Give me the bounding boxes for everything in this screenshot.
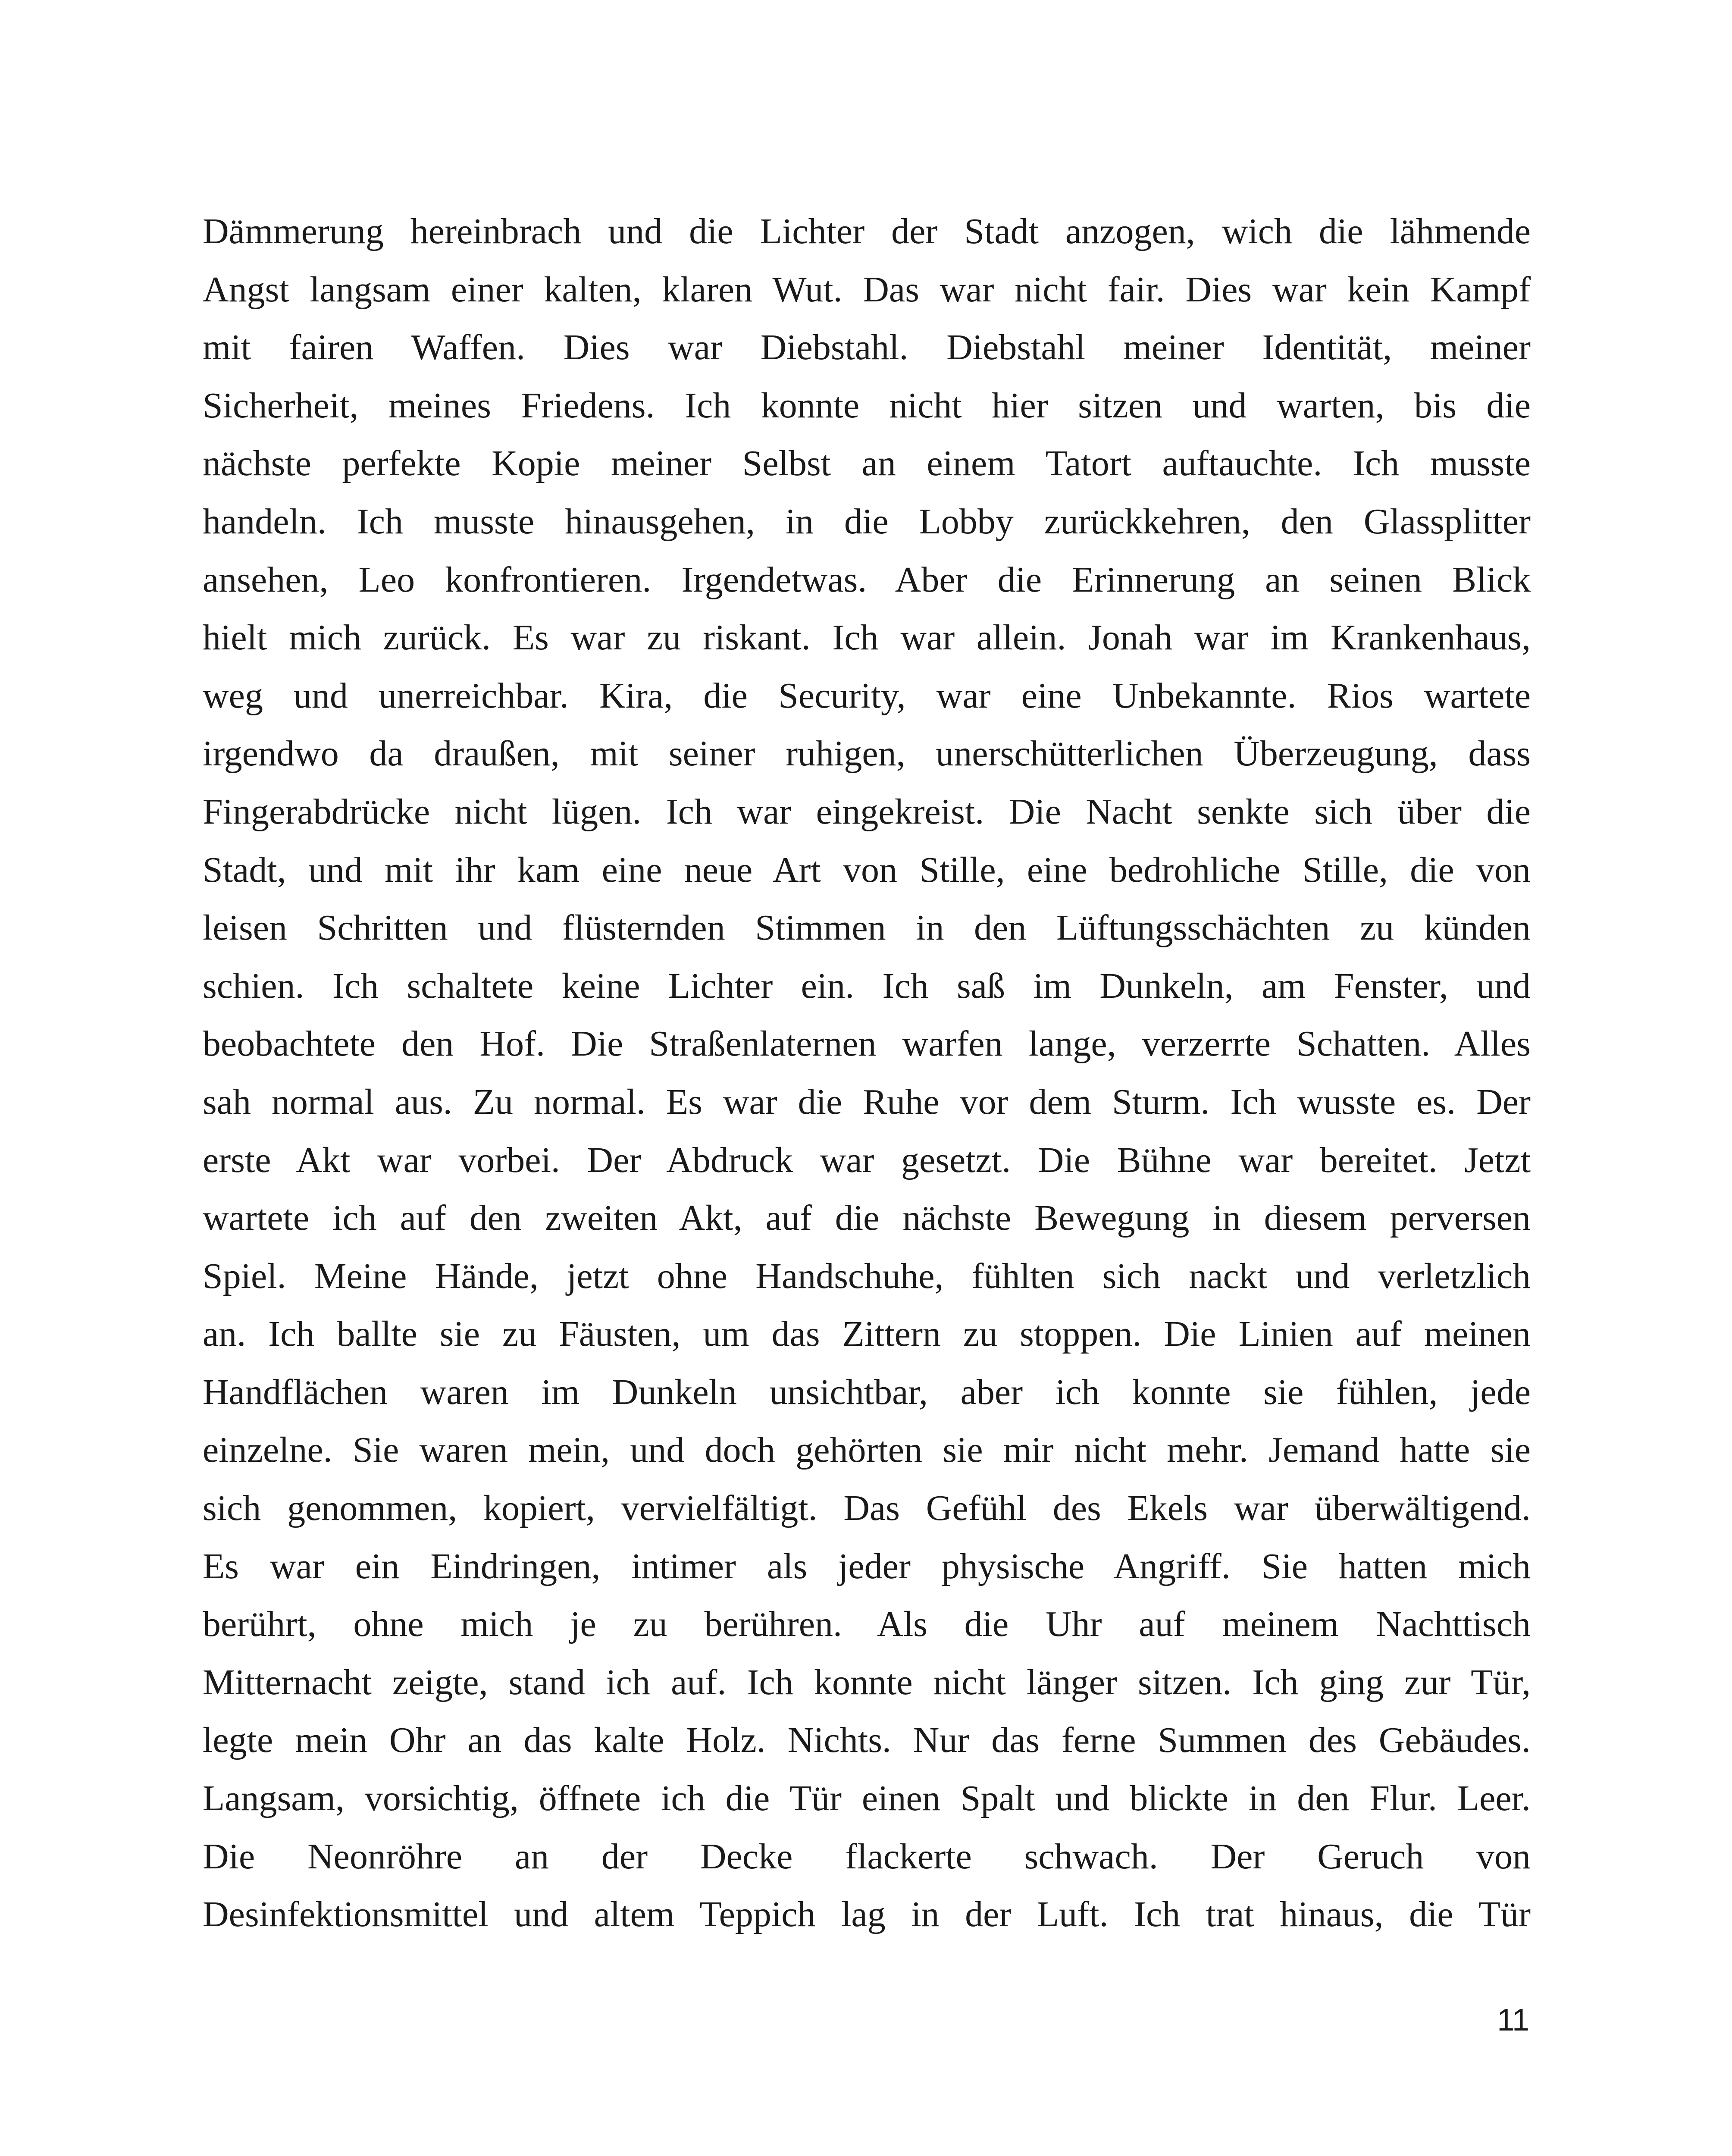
text-line: Die Neonröhre an der Decke flackerte schwach. Der Geruch von: [203, 1836, 1531, 1877]
body-text: [203, 203, 1531, 1944]
text-line: sah normal aus. Zu normal. Es war die Ruhe vor dem Sturm. Ich wusste es. Der: [203, 1081, 1531, 1122]
text-line: Es war ein Eindringen, intimer als jeder physische Angriff. Sie hatten mich: [203, 1546, 1531, 1586]
text-line: Sicherheit, meines Friedens. Ich konnte nicht hier sitzen und warten, bis die: [203, 385, 1531, 426]
text-line: erste Akt war vorbei. Der Abdruck war gesetzt. Die Bühne war bereitet. Jetzt: [203, 1140, 1531, 1180]
text-line: einzelne. Sie waren mein, und doch gehörten sie mir nicht mehr. Jemand hatte sie: [203, 1430, 1531, 1470]
text-line: leisen Schritten und flüsternden Stimmen in den Lüftungsschächten zu künden: [203, 908, 1531, 948]
text-line: Stadt, und mit ihr kam eine neue Art von Stille, eine bedrohliche Stille, die von: [203, 849, 1531, 890]
text-line: irgendwo da draußen, mit seiner ruhigen, unerschütterlichen Überzeugung, dass: [203, 733, 1531, 774]
text-line: Desinfektionsmittel und altem Teppich lag in der Luft. Ich trat hinaus, die Tür: [203, 1894, 1531, 1935]
text-line: Dämmerung hereinbrach und die Lichter der Stadt anzogen, wich die lähmende: [203, 211, 1531, 251]
text-line: handeln. Ich musste hinausgehen, in die Lobby zurückkehren, den Glassplitter: [203, 501, 1531, 542]
text-line: beobachtete den Hof. Die Straßenlaternen warfen lange, verzerrte Schatten. Alles: [203, 1024, 1531, 1064]
text-line: Langsam, vorsichtig, öffnete ich die Tür einen Spalt und blickte in den Flur. Leer.: [203, 1778, 1531, 1819]
text-line: ansehen, Leo konfrontieren. Irgendetwas. Aber die Erinnerung an seinen Blick: [203, 559, 1531, 600]
text-line: Mitternacht zeigte, stand ich auf. Ich konnte nicht länger sitzen. Ich ging zur Tür,: [203, 1662, 1531, 1702]
text-line: schien. Ich schaltete keine Lichter ein. Ich saß im Dunkeln, am Fenster, und: [203, 965, 1531, 1006]
text-line: Handflächen waren im Dunkeln unsichtbar, aber ich konnte sie fühlen, jede: [203, 1372, 1531, 1412]
text-line: an. Ich ballte sie zu Fäusten, um das Zittern zu stoppen. Die Linien auf meinen: [203, 1314, 1531, 1354]
text-line: Angst langsam einer kalten, klaren Wut. Das war nicht fair. Dies war kein Kampf: [203, 269, 1531, 310]
text-line: legte mein Ohr an das kalte Holz. Nichts. Nur das ferne Summen des Gebäudes.: [203, 1720, 1531, 1761]
text-line: weg und unerreichbar. Kira, die Security, war eine Unbekannte. Rios wartete: [203, 675, 1531, 716]
text-line: berührt, ohne mich je zu berühren. Als die Uhr auf meinem Nachttisch: [203, 1604, 1531, 1645]
page-number: 11: [1497, 2003, 1529, 2037]
text-line: wartete ich auf den zweiten Akt, auf die nächste Bewegung in diesem perversen: [203, 1198, 1531, 1238]
text-line: nächste perfekte Kopie meiner Selbst an einem Tatort auftauchte. Ich musste: [203, 443, 1531, 484]
text-line: Fingerabdrücke nicht lügen. Ich war eingekreist. Die Nacht senkte sich über die: [203, 791, 1531, 832]
text-line: mit fairen Waffen. Dies war Diebstahl. Diebstahl meiner Identität, meiner: [203, 327, 1531, 368]
text-line: sich genommen, kopiert, vervielfältigt. Das Gefühl des Ekels war überwältigend.: [203, 1488, 1531, 1529]
text-line: hielt mich zurück. Es war zu riskant. Ich war allein. Jonah war im Krankenhaus,: [203, 617, 1531, 658]
text-line: Spiel. Meine Hände, jetzt ohne Handschuhe, fühlten sich nackt und verletzlich: [203, 1256, 1531, 1296]
